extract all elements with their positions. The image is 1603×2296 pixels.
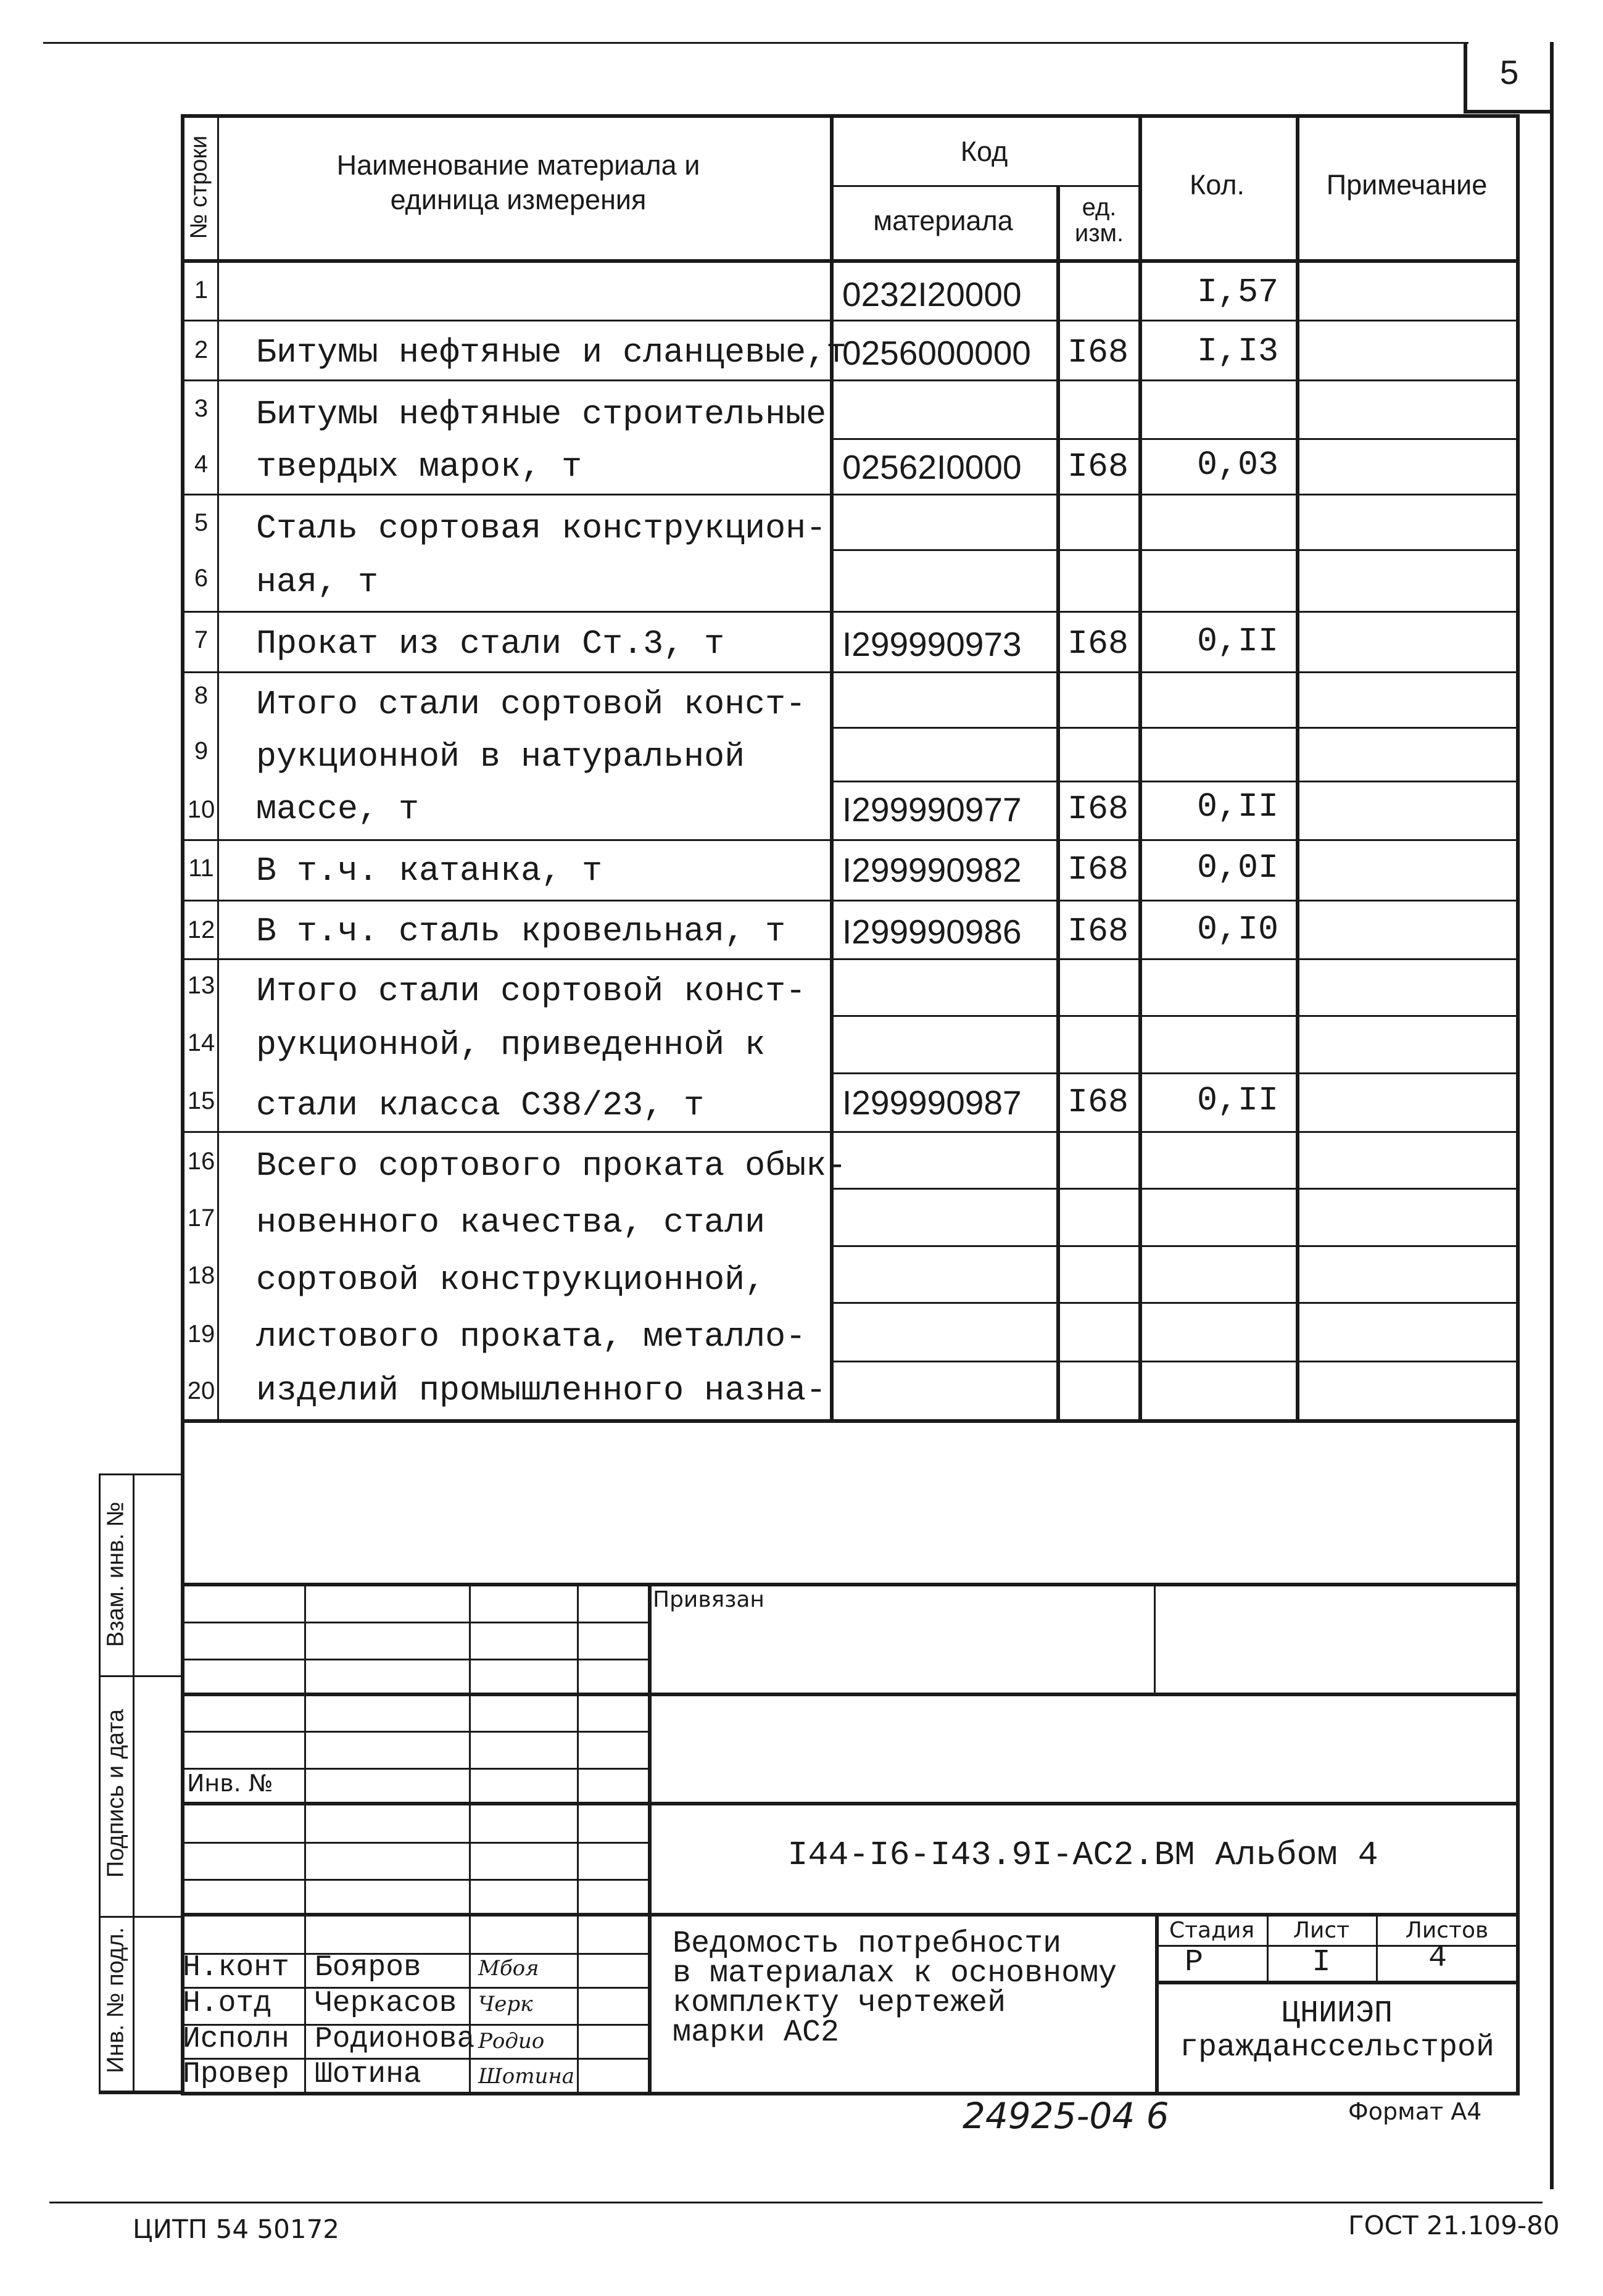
header-name: Наименование материала и единица измерения bbox=[336, 149, 700, 215]
sidebar-vzam-inv: Взам. инв. № bbox=[102, 1501, 129, 1647]
quantity: 0,II bbox=[1197, 1081, 1279, 1120]
material-code: I299990986 bbox=[842, 913, 1022, 951]
unit-code: I68 bbox=[1067, 790, 1129, 829]
row-number: 16 bbox=[187, 1148, 215, 1175]
row-line bbox=[830, 438, 1516, 440]
header-bottom-line bbox=[181, 259, 1520, 263]
row-line bbox=[181, 320, 1516, 321]
sidebar-inv-podl: Инв. № подл. bbox=[102, 1927, 129, 2073]
col-unit-qty-divider bbox=[1138, 116, 1142, 1421]
row-line bbox=[830, 1188, 1516, 1190]
row-line bbox=[181, 671, 1516, 673]
table-left-border bbox=[181, 114, 184, 2092]
material-code: I299990987 bbox=[842, 1084, 1022, 1122]
row-line bbox=[181, 494, 1516, 495]
organization-line: ЦНИИЭП bbox=[1281, 1996, 1393, 2031]
material-name: Итого стали сортовой конст- bbox=[256, 972, 806, 1011]
table-top-border bbox=[181, 114, 1520, 118]
quantity: 0,II bbox=[1197, 622, 1279, 661]
material-name: Битумы нефтяные и сланцевые,т bbox=[256, 333, 847, 372]
material-code: I299990977 bbox=[842, 790, 1022, 829]
privyazan-label: Привязан bbox=[653, 1587, 764, 1612]
stage-value: Р bbox=[1184, 1945, 1203, 1980]
row-number: 2 bbox=[194, 336, 209, 363]
person-signature: Мбоя bbox=[478, 1956, 539, 1981]
row-line bbox=[830, 1302, 1516, 1304]
row-line bbox=[181, 611, 1516, 613]
stamp-row-line bbox=[181, 1693, 1520, 1696]
person-name: Бояров bbox=[315, 1951, 421, 1984]
person-name: Родионова bbox=[315, 2023, 475, 2056]
document-title-line: Ведомость потребности bbox=[673, 1926, 1062, 1962]
material-code: I299990982 bbox=[842, 851, 1022, 889]
row-number: 3 bbox=[194, 395, 209, 422]
person-name: Черкасов bbox=[315, 1987, 457, 2020]
row-number: 12 bbox=[187, 916, 215, 943]
stamp-row-line bbox=[181, 1842, 648, 1844]
stage-line bbox=[1155, 1981, 1519, 1984]
material-name: В т.ч. сталь кровельная, т bbox=[256, 912, 786, 951]
sheets-value: 4 bbox=[1428, 1941, 1447, 1976]
frame-right bbox=[1550, 42, 1554, 2189]
document-designation: I44-I6-I43.9I-АС2.ВМ Альбом 4 bbox=[787, 1836, 1378, 1875]
document-title-line: марки АС2 bbox=[673, 2015, 840, 2050]
header-note: Примечание bbox=[1326, 169, 1488, 201]
row-line bbox=[830, 1072, 1516, 1074]
sidebar-outer bbox=[99, 1473, 101, 2091]
quantity: 0,II bbox=[1197, 787, 1279, 826]
person-signature: Родио bbox=[478, 2029, 545, 2054]
stamp-row-line bbox=[181, 1879, 648, 1881]
top-rule bbox=[43, 42, 1468, 44]
row-number: 10 bbox=[187, 796, 215, 823]
row-line bbox=[181, 900, 1516, 901]
material-name: ная, т bbox=[256, 563, 379, 602]
row-line bbox=[830, 781, 1516, 782]
header-code-unit: ед. изм. bbox=[1074, 194, 1124, 247]
footer-gost: ГОСТ 21.109-80 bbox=[1348, 2210, 1560, 2240]
row-number: 15 bbox=[187, 1087, 215, 1114]
stamp-bottom bbox=[181, 2092, 1520, 2095]
row-number: 6 bbox=[194, 565, 209, 592]
material-name: рукционной в натуральной bbox=[256, 737, 745, 776]
row-line bbox=[830, 1361, 1516, 1362]
row-line bbox=[181, 958, 1516, 960]
quantity: 0,I0 bbox=[1197, 910, 1279, 949]
material-name: Сталь сортовая конструкцион- bbox=[256, 509, 827, 548]
sidebar-top bbox=[99, 1473, 182, 1475]
material-name: листового проката, металло- bbox=[256, 1317, 806, 1356]
organization-line: гражданссельстрой bbox=[1179, 2030, 1495, 2065]
header-qty: Кол. bbox=[1189, 169, 1245, 201]
col-code-unit-divider bbox=[1056, 185, 1060, 1421]
col-num-divider bbox=[217, 116, 219, 1421]
row-number: 17 bbox=[187, 1204, 215, 1232]
material-name: Прокат из стали Ст.3, т bbox=[256, 624, 725, 663]
page-number-box-bottom bbox=[1464, 110, 1554, 114]
unit-code: I68 bbox=[1067, 447, 1129, 486]
sidebar-podpis-data: Подпись и дата bbox=[102, 1709, 129, 1878]
sheet-label: Лист bbox=[1293, 1918, 1350, 1943]
material-name: массе, т bbox=[256, 790, 420, 829]
person-role: Н.отд bbox=[183, 1987, 272, 2020]
material-name: твердых марок, т bbox=[256, 447, 582, 486]
material-name: Итого стали сортовой конст- bbox=[256, 685, 806, 724]
row-line bbox=[830, 1015, 1516, 1017]
unit-code: I68 bbox=[1067, 850, 1129, 889]
row-number: 11 bbox=[188, 855, 214, 882]
unit-code: I68 bbox=[1067, 333, 1129, 372]
row-line bbox=[830, 549, 1516, 551]
col-name-divider bbox=[830, 116, 834, 1421]
material-code: I299990973 bbox=[842, 625, 1022, 663]
quantity: I,I3 bbox=[1197, 332, 1279, 371]
format-label: Формат А4 bbox=[1348, 2098, 1482, 2125]
stamp-row-line bbox=[181, 1622, 648, 1623]
page-number-box-left bbox=[1464, 42, 1467, 112]
person-role: Провер bbox=[183, 2058, 289, 2091]
row-line bbox=[830, 727, 1516, 729]
stage-label: Стадия bbox=[1169, 1918, 1255, 1943]
unit-code: I68 bbox=[1067, 912, 1129, 951]
row-number: 20 bbox=[187, 1377, 215, 1404]
row-number: 7 bbox=[194, 626, 209, 653]
material-name: В т.ч. катанка, т bbox=[256, 852, 603, 890]
row-number: 1 bbox=[194, 276, 209, 304]
quantity: I,57 bbox=[1197, 273, 1279, 312]
material-name: рукционной, приведенной к bbox=[256, 1026, 766, 1064]
footer-left-code: ЦИТП 54 50172 bbox=[133, 2214, 340, 2244]
sheet-value: I bbox=[1312, 1945, 1331, 1980]
material-code: 02562I0000 bbox=[842, 448, 1022, 486]
material-name: новенного качества, стали bbox=[256, 1203, 766, 1242]
code-subheader-line bbox=[830, 185, 1138, 187]
footer-rule bbox=[49, 2202, 1543, 2203]
material-name: изделий промышленного назна- bbox=[256, 1371, 827, 1410]
document-title-line: комплекту чертежей bbox=[673, 1986, 1006, 2021]
unit-code: I68 bbox=[1067, 624, 1129, 663]
unit-code: I68 bbox=[1067, 1083, 1129, 1122]
row-number: 13 bbox=[187, 972, 215, 999]
row-line bbox=[830, 1245, 1516, 1247]
sidebar-line bbox=[99, 1675, 182, 1677]
col-qty-note-divider bbox=[1296, 116, 1299, 1421]
document-title-line: в материалах к основному bbox=[673, 1956, 1117, 1991]
material-name: стали класса С38/23, т bbox=[256, 1086, 705, 1125]
row-number: 9 bbox=[194, 737, 209, 765]
stamp-row-line bbox=[181, 1913, 1520, 1917]
person-signature: Черк bbox=[478, 1992, 533, 2016]
row-line bbox=[181, 379, 1516, 381]
person-signature: Шотина bbox=[478, 2064, 575, 2089]
stamp-row-line bbox=[181, 1731, 648, 1733]
table-body-bottom bbox=[181, 1419, 1520, 1423]
page-number: 5 bbox=[1499, 53, 1519, 91]
stamp-top bbox=[181, 1583, 1520, 1586]
material-name: сортовой конструкционной, bbox=[256, 1261, 766, 1299]
header-code-material: материала bbox=[873, 205, 1013, 236]
material-name: Битумы нефтяные строительные bbox=[256, 395, 827, 434]
table-right-border bbox=[1516, 114, 1520, 2092]
row-number: 4 bbox=[194, 450, 209, 478]
row-line bbox=[181, 839, 1516, 841]
sidebar-inner bbox=[133, 1473, 135, 2091]
stamp-col bbox=[1154, 1583, 1156, 1693]
row-number: 19 bbox=[187, 1320, 215, 1348]
quantity: 0,0I bbox=[1197, 848, 1279, 887]
header-row-number: № строки bbox=[186, 135, 212, 239]
row-number: 18 bbox=[187, 1262, 215, 1289]
person-role: Н.конт bbox=[183, 1951, 289, 1984]
row-line bbox=[181, 1131, 1516, 1133]
person-name: Шотина bbox=[315, 2058, 421, 2091]
quantity: 0,03 bbox=[1197, 446, 1279, 484]
row-number: 14 bbox=[187, 1029, 215, 1056]
material-code: 0232I20000 bbox=[842, 275, 1022, 313]
material-name: Всего сортового проката обык- bbox=[256, 1146, 847, 1185]
inv-no-label: Инв. № bbox=[187, 1770, 273, 1797]
header-code: Код bbox=[960, 136, 1008, 167]
sheets-label: Листов bbox=[1405, 1918, 1489, 1943]
handwritten-number: 24925-04 6 bbox=[963, 2095, 1169, 2137]
row-number: 5 bbox=[194, 509, 209, 536]
stamp-row-line bbox=[181, 1659, 648, 1660]
stamp-row-line bbox=[181, 1802, 1520, 1805]
row-number: 8 bbox=[194, 682, 209, 709]
material-code: 0256000000 bbox=[842, 334, 1031, 372]
person-role: Исполн bbox=[183, 2023, 289, 2056]
